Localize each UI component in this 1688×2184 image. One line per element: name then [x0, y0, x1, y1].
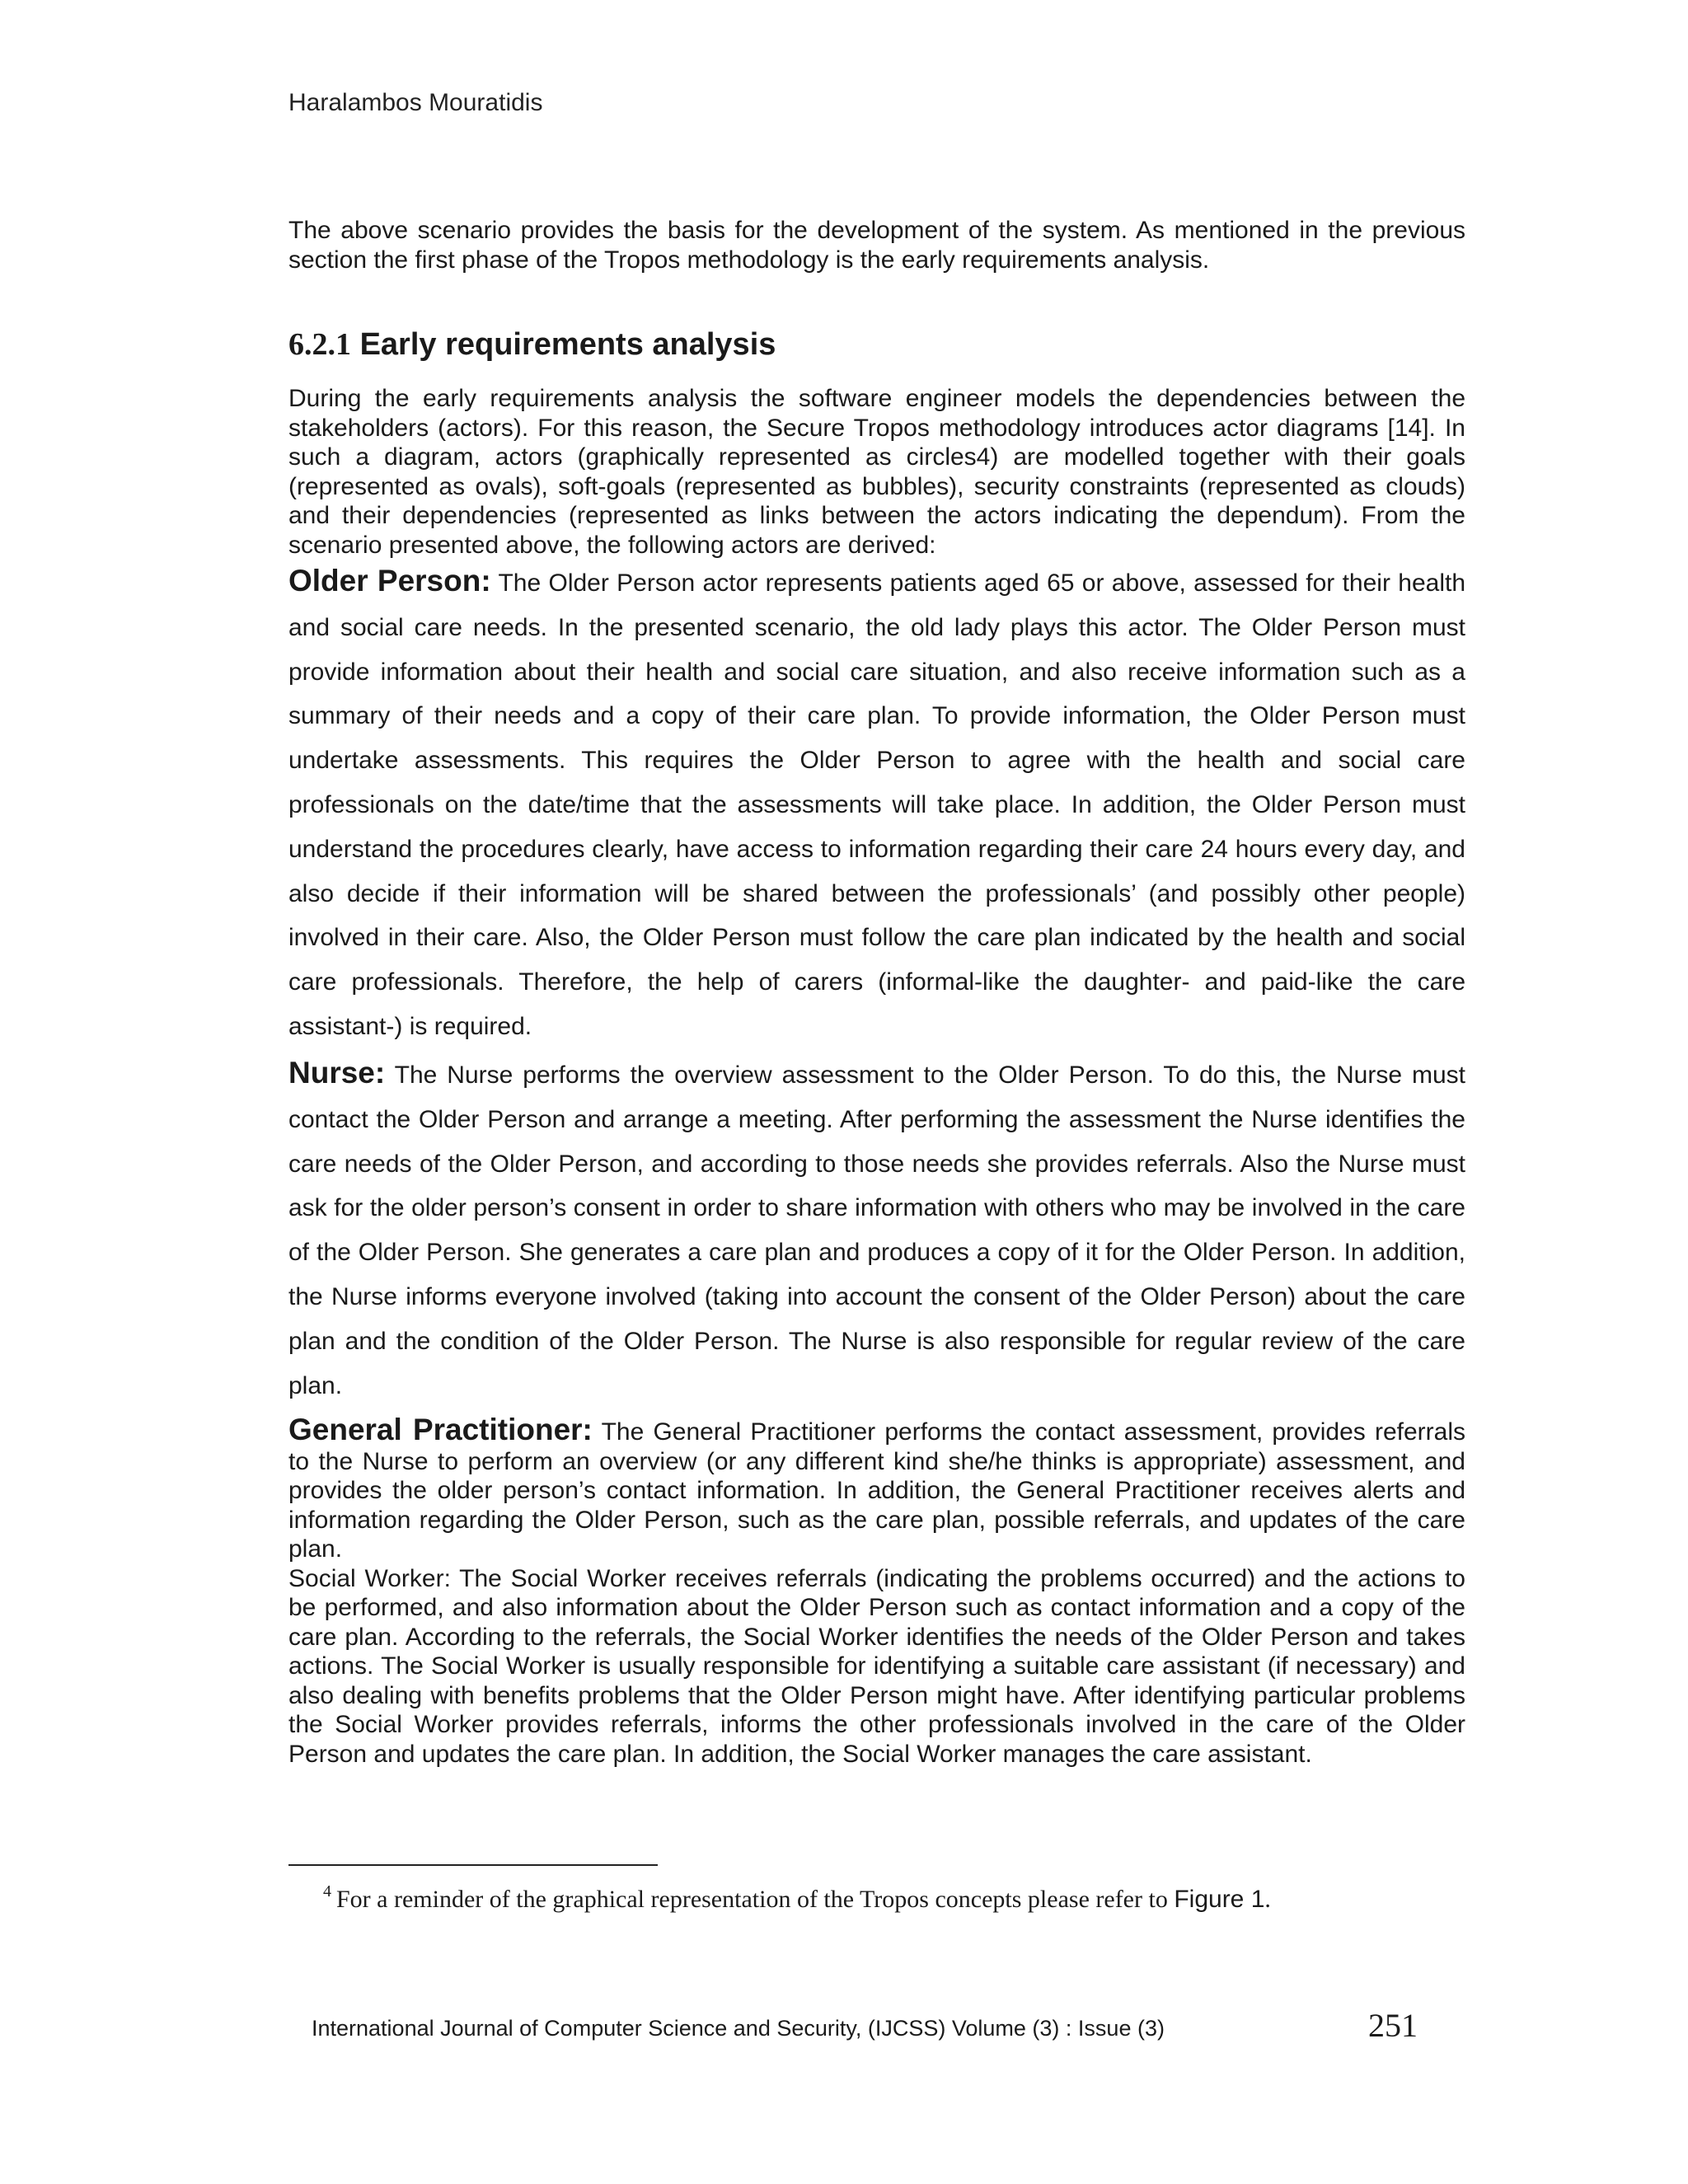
- footnote-marker: 4: [323, 1882, 331, 1900]
- gp-text: The General Practitioner performs the contact assessment, provides referrals to the Nurse to perform an overview (or any different kind she/he thinks is appropriate) assessment, and provides the older person’s contact information. In addition, the General Practitioner receives alerts and information regarding the Older Person, such as the care plan, possible referrals, and updates of the care plan.: [288, 1418, 1465, 1563]
- nurse-term: Nurse:: [288, 1056, 386, 1090]
- social-worker-paragraph: Social Worker: The Social Worker receives referrals (indicating the problems occurred) and the actions to be performed, and also information about the Older Person such as contact information and a copy of the care plan. According to the referrals, the Social Worker identifies the needs of the Older Person and takes actions. The Social Worker is usually responsible for identifying a suitable care assistant (if necessary) and also dealing with benefits problems that the Older Person might have. After identifying particular problems the Social Worker provides referrals, informs the other professionals involved in the care of the Older Person and updates the care plan. In addition, the Social Worker manages the care assistant.: [288, 1564, 1465, 1768]
- nurse-text: The Nurse performs the overview assessment to the Older Person. To do this, the Nurse must contact the Older Person and arrange a meeting. After performing the assessment the Nurse identifies the care needs of the Older Person, and according to those needs she provides referrals. Also the Nurse must ask for the older person’s consent in order to share information with others who may be involved in the care of the Older Person. She generates a care plan and produces a copy of it for the Older Person. In addition, the Nurse informs everyone involved (taking into account the consent of the Older Person) about the care plan and the condition of the Older Person. The Nurse is also responsible for regular review of the care plan.: [288, 1062, 1465, 1399]
- section-title: Early requirements analysis: [359, 327, 776, 362]
- footnote-end: .: [1264, 1886, 1271, 1913]
- gp-and-social-worker-block: [288, 1415, 1465, 1769]
- intro-paragraph: The above scenario provides the basis for the development of the system. As mentioned in the previous section the first phase of the Tropos methodology is the early requirements analysis.: [288, 217, 1465, 274]
- footer-journal: International Journal of Computer Science and Security, (IJCSS) Volume (3) : Issue (3): [312, 2016, 1165, 2041]
- footnote: [323, 1882, 1271, 1914]
- footnote-figure-ref: Figure 1: [1174, 1886, 1265, 1913]
- footnote-rule: [288, 1864, 658, 1866]
- footnote-text: For a reminder of the graphical representation of the Tropos concepts please refer to: [336, 1886, 1175, 1913]
- running-header-author: Haralambos Mouratidis: [288, 89, 543, 116]
- gp-term: General Practitioner:: [288, 1413, 593, 1446]
- gp-paragraph: [288, 1415, 1465, 1564]
- section-number: 6.2.1: [288, 327, 351, 362]
- older-person-paragraph: [288, 559, 1465, 1049]
- section-paragraph: During the early requirements analysis the software engineer models the dependencies between the stakeholders (actors). For this reason, the Secure Tropos methodology introduces actor diagrams [14]. In such a diagram, actors (graphically represented as circles4) are modelled together with their goals (represented as ovals), soft-goals (represented as bubbles), security constraints (represented as clouds) and their dependencies (represented as links between the actors indicating the dependum). From the scenario presented above, the following actors are derived:: [288, 385, 1465, 559]
- section-heading: [288, 326, 776, 363]
- older-person-text: The Older Person actor represents patients aged 65 or above, assessed for their health and social care needs. In the presented scenario, the old lady plays this actor. The Older Person must provide information about their health and social care situation, and also receive information such as a summary of their needs and a copy of their care plan. To provide information, the Older Person must undertake assessments. This requires the Older Person to agree with the health and social care professionals on the date/time that the assessments will take place. In addition, the Older Person must understand the procedures clearly, have access to information regarding their care 24 hours every day, and also decide if their information will be shared between the professionals’ (and possibly other people) involved in their care. Also, the Older Person must follow the care plan indicated by the health and social care professionals. Therefore, the help of carers (informal-like the daughter- and paid-like the care assistant-) is required.: [288, 569, 1466, 1040]
- nurse-paragraph: [288, 1051, 1465, 1408]
- older-person-term: Older Person:: [288, 564, 491, 598]
- page-number: 251: [1368, 2007, 1418, 2044]
